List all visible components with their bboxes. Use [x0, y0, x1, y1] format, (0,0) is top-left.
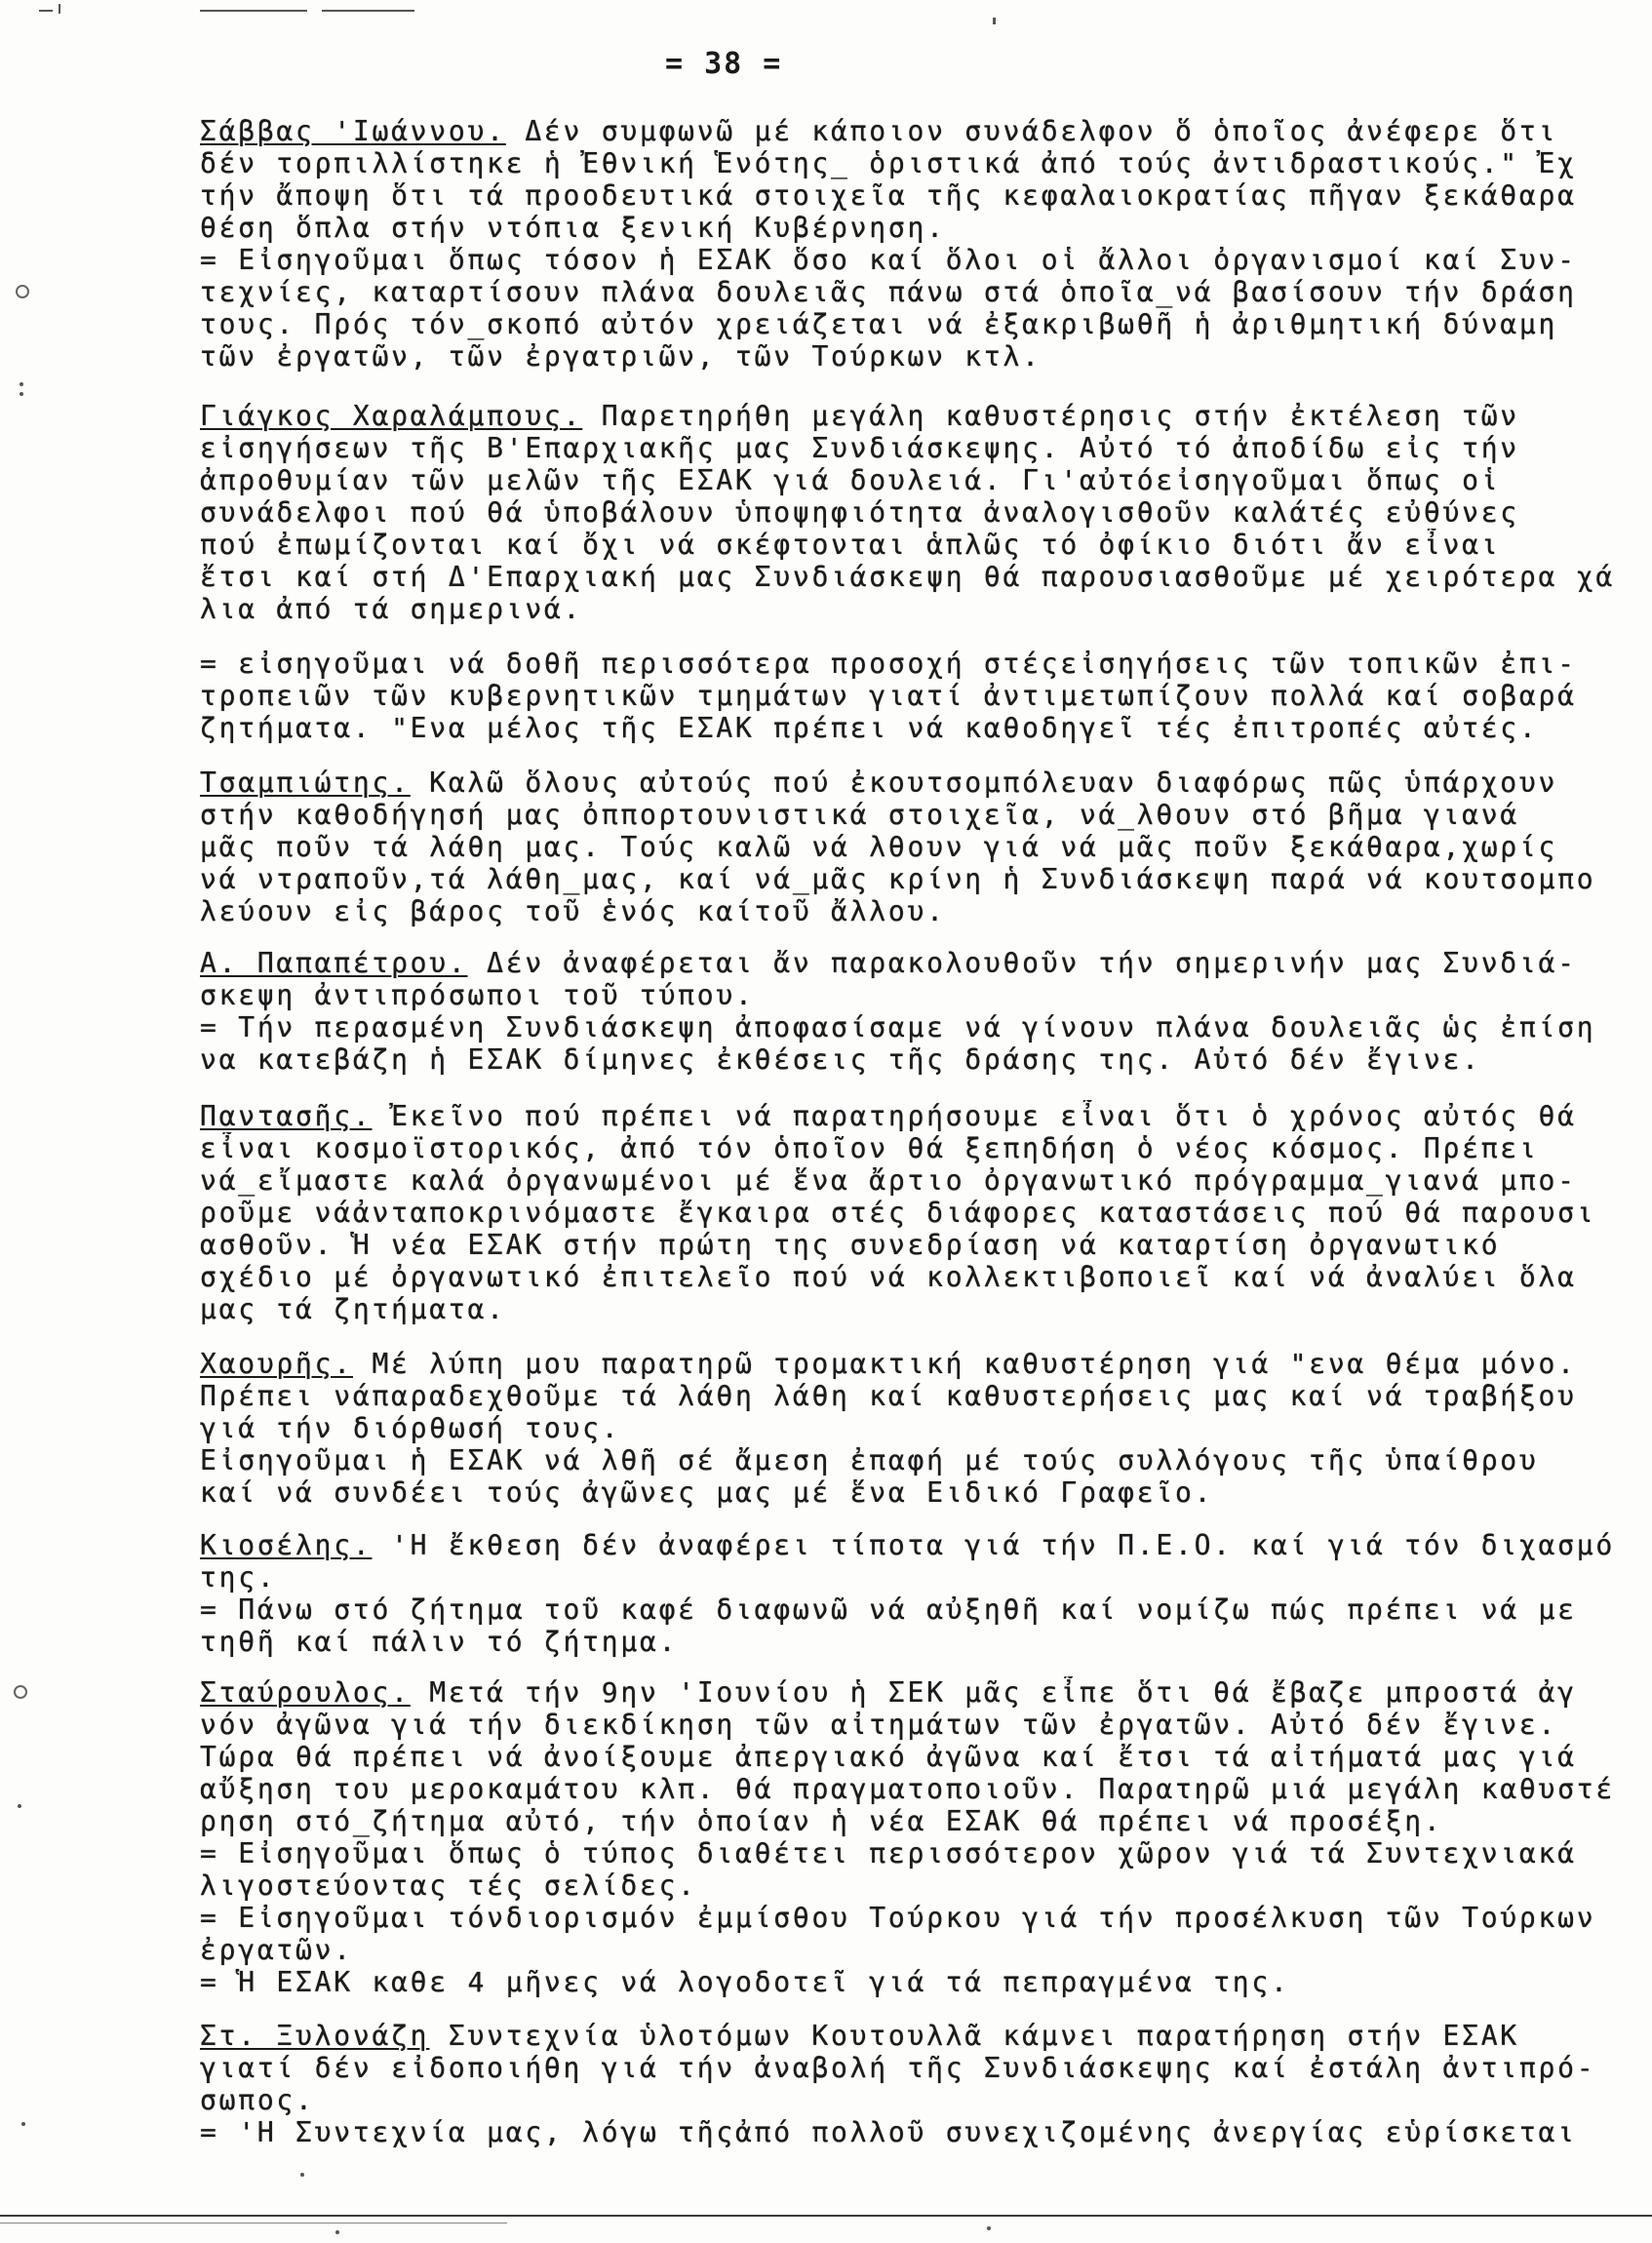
paragraph: [200, 115, 1652, 373]
text-line: τεχνίες, καταρτίσουν πλάνα δουλειᾶς πάνω στά ὁποῖα_νά βασίσουν τήν δράση: [200, 276, 1577, 308]
text-line: [200, 767, 1652, 799]
text-line: τροπειῶν τῶν κυβερνητικῶν τμημάτων γιατί ἀντιμετωπίζουν πολλά καί σοβαρά: [200, 680, 1577, 712]
speaker-name: Χαουρῆς.: [200, 1348, 353, 1380]
text-line: νά ντραποῦν,τά λάθη_μας, καί νά_μᾶς κρίνη ἡ Συνδιάσκεψη παρά νά κουτσομπο: [200, 863, 1596, 895]
text-line: Εἰσηγοῦμαι ἡ ΕΣΑΚ νά λθῆ σέ ἄμεση ἐπαφή μέ τούς συλλόγους τῆς ὑπαίθρου: [200, 1444, 1539, 1476]
text-line: [200, 1100, 1652, 1132]
speaker-name: Γιάγκος Χαραλάμπους.: [200, 400, 583, 432]
paragraph: [200, 1100, 1652, 1325]
top-rule: [322, 10, 414, 12]
text-line: [200, 1676, 1652, 1709]
text-line: μας τά ζητήματα.: [200, 1293, 506, 1325]
scan-mark: [300, 2173, 304, 2177]
speaker-name: Σταύρουλος.: [200, 1676, 411, 1709]
scan-mark: [20, 382, 23, 386]
text-line: δέν τορπιλλίστηκε ἡ Ἐθνική Ἑνότης_ ὁριστικά ἀπό τούς ἀντιδραστικούς." Ἐχ: [200, 147, 1577, 179]
text-line: ασθοῦν. Ἡ νέα ΕΣΑΚ στήν πρώτη της συνεδρίαση νά καταρτίση ὀργανωτικό: [200, 1229, 1501, 1261]
text-line: λεύουν εἰς βάρος τοῦ ἑνός καίτοῦ ἄλλου.: [200, 895, 946, 927]
text-line: ἀπροθυμίαν τῶν μελῶν τῆς ΕΣΑΚ γιά δουλειά. Γι'αὐτόεἰσηγοῦμαι ὅπως οἱ: [200, 464, 1501, 496]
text-line: τῶν ἐργατῶν, τῶν ἐργατριῶν, τῶν Τούρκων κτλ.: [200, 340, 1042, 373]
text-line: [200, 115, 1652, 147]
text-line: να κατεβάζη ἡ ΕΣΑΚ δίμηνες ἐκθέσεις τῆς δράσης της. Αὐτό δέν ἔγινε.: [200, 1043, 1481, 1076]
top-rule: [200, 10, 307, 12]
text-line: νά_εἴμαστε καλά ὀργανωμένοι μέ ἕνα ἄρτιο ὀργανωτικό πρόγραμμα_γιανά μπο-: [200, 1164, 1577, 1197]
text-line: τους. Πρός τόν_σκοπό αὐτόν χρειάζεται νά ἐξακριβωθῆ ἡ ἀριθμητική δύναμη: [200, 308, 1558, 340]
text-line: εἶναι κοσμοϊστορικός, ἀπό τόν ὁποῖον θά ξεπηδήση ὁ νέος κόσμος. Πρέπει: [200, 1132, 1539, 1164]
line-text: Καλῶ ὅλους αὐτούς πού ἐκουτσομπόλευαν διαφόρως πῶς ὑπάρχουν: [429, 767, 1558, 799]
bottom-rule: [0, 2215, 1652, 2217]
text-line: γιά τήν διόρθωσή τους.: [200, 1412, 621, 1444]
text-line: [200, 400, 1652, 432]
speaker-name: Τσαμπιώτης.: [200, 767, 411, 799]
text-line: αὔξηση του μεροκαμάτου κλπ. θά πραγματοποιοῦν. Παρατηρῶ μιά μεγάλη καθυστέ: [200, 1773, 1615, 1805]
text-line: καί νά συνδέει τούς ἀγῶνες μας μέ ἕνα Ειδικό Γραφεῖο.: [200, 1476, 1214, 1509]
text-line: της.: [200, 1561, 277, 1594]
text-line: εἰσηγήσεων τῆς Β'Επαρχιακῆς μας Συνδιάσκεψης. Αὐτό τό ἀποδίδω εἰς τήν: [200, 432, 1519, 464]
text-line: = Εἰσηγοῦμαι τόνδιορισμόν ἐμμίσθου Τούρκου γιά τήν προσέλκυση τῶν Τούρκων: [200, 1902, 1596, 1934]
text-line: ἐργατῶν.: [200, 1934, 353, 1966]
text-line: = εἰσηγοῦμαι νά δοθῆ περισσότερα προσοχή στέςεἰσηγήσεις τῶν τοπικῶν ἐπι-: [200, 648, 1577, 680]
text-line: ρηση στό_ζήτημα αὐτό, τήν ὁποίαν ἡ νέα ΕΣΑΚ θά πρέπει νά προσέξη.: [200, 1805, 1443, 1837]
text-line: [200, 2020, 1652, 2052]
text-line: νόν ἀγῶνα γιά τήν διεκδίκηση τῶν αἰτημάτων τῶν ἐργατῶν. Αὐτό δέν ἔγινε.: [200, 1709, 1558, 1741]
text-line: πού ἐπωμίζονται καί ὄχι νά σκέφτονται ἁπλῶς τό ὀφίκιο διότι ἄν εἶναι: [200, 529, 1501, 561]
text-line: λιγοστεύοντας τές σελίδες.: [200, 1869, 697, 1902]
text-line: σκεψη ἀντιπρόσωποι τοῦ τύπου.: [200, 979, 755, 1011]
line-text: Δέν συμφωνῶ μέ κάποιον συνάδελφον ὅ ὁποῖος ἀνέφερε ὅτι: [525, 115, 1558, 147]
line-text: Μέ λύπη μου παρατηρῶ τρομακτική καθυστέρηση γιά "ενα θέμα μόνο.: [372, 1348, 1577, 1380]
text-line: τήν ἄποψη ὅτι τά προοδευτικά στοιχεῖα τῆς κεφαλαιοκρατίας πῆγαν ξεκάθαρα: [200, 179, 1577, 212]
text-line: Τώρα θά πρέπει νά ἀνοίξουμε ἀπεργιακό ἀγῶνα καί ἔτσι τά αἰτήματά μας γιά: [200, 1741, 1577, 1773]
text-line: σωπος.: [200, 2084, 315, 2116]
text-line: = 'Η Συντεχνία μας, λόγω τῆςἀπό πολλοῦ συνεχιζομένης ἀνεργίας εὑρίσκεται: [200, 2116, 1577, 2148]
scan-mark: [987, 2226, 991, 2230]
paragraph: [200, 400, 1652, 625]
line-text: Παρετηρήθη μεγάλη καθυστέρησις στήν ἐκτέλεση τῶν: [601, 400, 1519, 432]
page-number: = 38 =: [665, 47, 783, 81]
punch-hole: [16, 285, 29, 298]
text-line: στήν καθοδήγησή μας ὀππορτουνιστικά στοιχεῖα, νά_λθουν στό βῆμα γιανά: [200, 799, 1519, 831]
punch-hole: [14, 1685, 27, 1699]
paragraph: [200, 1348, 1652, 1509]
scan-mark: [39, 10, 53, 12]
text-line: [200, 947, 1652, 979]
text-line: = Εἰσηγοῦμαι ὅπως ὁ τύπος διαθέτει περισσότερον χῶρον γιά τά Συντεχνιακά: [200, 1837, 1577, 1869]
paragraph: [200, 767, 1652, 927]
text-line: = Τήν περασμένη Συνδιάσκεψη ἀποφασίσαμε νά γίνουν πλάνα δουλειᾶς ὡς ἐπίση: [200, 1011, 1596, 1043]
text-line: ροῦμε νάἀνταποκρινόμαστε ἔγκαιρα στές διάφορες καταστάσεις πού θά παρουσι: [200, 1197, 1596, 1229]
paragraph: [200, 2020, 1652, 2148]
paragraph: [200, 947, 1652, 1076]
text-line: ζητήματα. "Ενα μέλος τῆς ΕΣΑΚ πρέπει νά καθοδηγεῖ τές ἐπιτροπές αὐτές.: [200, 712, 1539, 744]
text-line: λια ἀπό τά σημερινά.: [200, 593, 583, 625]
speaker-name: Α. Παπαπέτρου.: [200, 947, 468, 979]
text-line: γιατί δέν εἰδοποιήθη γιά τήν ἀναβολή τῆς Συνδιάσκεψης καί ἐστάλη ἀντιπρό-: [200, 2052, 1596, 2084]
text-line: θέση ὅπλα στήν ντόπια ξενική Κυβέρνηση.: [200, 212, 946, 244]
text-line: σχέδιο μέ ὀργανωτικό ἐπιτελεῖο πού νά κολλεκτιβοποιεῖ καί νά ἀναλύει ὅλα: [200, 1261, 1577, 1293]
text-line: = Ἡ ΕΣΑΚ καθε 4 μῆνες νά λογοδοτεῖ γιά τά πεπραγμένα της.: [200, 1966, 1290, 1998]
speaker-name: Σάββας 'Ιωάννου.: [200, 115, 506, 147]
text-line: ἔτσι καί στή Δ'Επαρχιακή μας Συνδιάσκεψη θά παρουσιασθοῦμε μέ χειρότερα χά: [200, 561, 1615, 593]
line-text: 'Η ἔκθεση δέν ἀναφέρει τίποτα γιά τήν Π.Ε.Ο. καί γιά τόν διχασμό: [391, 1529, 1615, 1561]
line-text: Συντεχνία ὑλοτόμων Κουτουλλᾶ κάμνει παρατήρηση στήν ΕΣΑΚ: [448, 2020, 1519, 2052]
scan-mark: [18, 1804, 21, 1808]
line-text: Μετά τήν 9ην 'Ιουνίου ἡ ΣΕΚ μᾶς εἶπε ὅτι θά ἔβαζε μπροστά ἀγ: [429, 1676, 1577, 1709]
text-line: [200, 1529, 1652, 1561]
text-line: = Εἰσηγοῦμαι ὅπως τόσον ἡ ΕΣΑΚ ὅσο καί ὅλοι οἱ ἄλλοι ὀργανισμοί καί Συν-: [200, 244, 1577, 276]
scan-mark: [993, 18, 996, 24]
scan-mark: [59, 4, 60, 14]
scan-mark: [21, 2122, 25, 2126]
text-line: Πρέπει νάπαραδεχθοῦμε τά λάθη λάθη καί καθυστερήσεις μας καί νά τραβήξου: [200, 1380, 1577, 1412]
text-line: = Πάνω στό ζήτημα τοῦ καφέ διαφωνῶ νά αὐξηθῆ καί νομίζω πώς πρέπει νά με: [200, 1594, 1577, 1626]
paragraph: [200, 1676, 1652, 1998]
line-text: Ἐκεῖνο πού πρέπει νά παρατηρήσουμε εἶναι ὅτι ὁ χρόνος αὐτός θά: [391, 1100, 1577, 1132]
text-line: συνάδελφοι πού θά ὑποβάλουν ὑποψηφιότητα ἀναλογισθοῦν καλάτές εὐθύνες: [200, 496, 1519, 529]
scan-mark: [335, 2230, 339, 2234]
speaker-name: Στ. Ξυλονάζη: [200, 2020, 430, 2052]
paragraph: [200, 648, 1652, 744]
text-line: [200, 1348, 1652, 1380]
speaker-name: Κιοσέλης.: [200, 1529, 373, 1561]
speaker-name: Παντασῆς.: [200, 1100, 373, 1132]
line-text: Δέν ἀναφέρεται ἄν παρακολουθοῦν τήν σημερινήν μας Συνδιά-: [487, 947, 1577, 979]
text-line: τηθῆ καί πάλιν τό ζήτημα.: [200, 1626, 679, 1658]
scan-mark: [20, 392, 23, 396]
text-line: μᾶς ποῦν τά λάθη μας. Τούς καλῶ νά λθουν γιά νά μᾶς ποῦν ξεκάθαρα,χωρίς: [200, 831, 1558, 863]
paragraph: [200, 1529, 1652, 1658]
